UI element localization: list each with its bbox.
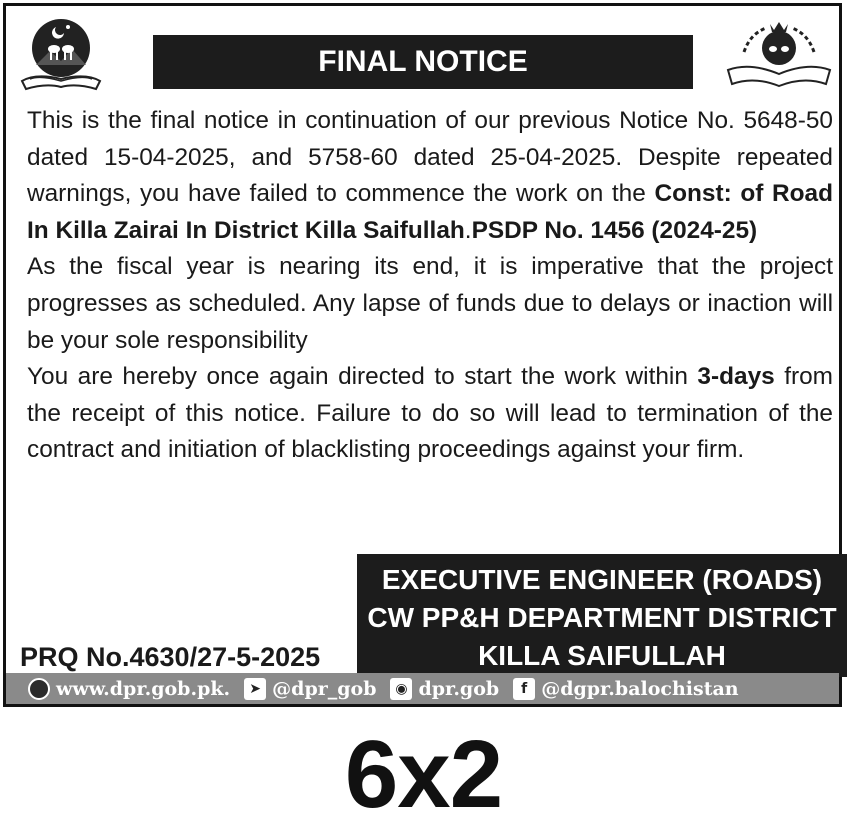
paragraph-3: You are hereby once again directed to start the work within 3-days from the receipt of this notice. Failure to do so will lead to termination of the contract and initiation of blacklisting proceedings against your firm. <box>27 363 833 464</box>
balochistan-emblem-icon <box>16 15 106 95</box>
notice-body <box>27 103 833 469</box>
signature-block <box>357 554 847 677</box>
facebook-icon: f <box>513 678 535 700</box>
notice-title: FINAL NOTICE <box>153 35 693 89</box>
psdp-number: PSDP No. 1456 (2024-25) <box>471 216 758 244</box>
footer-bar <box>6 673 839 704</box>
footer-facebook[interactable]: f @dgpr.balochistan <box>513 678 738 700</box>
paragraph-2: As the fiscal year is nearing its end, it is imperative that the project progresses as scheduled. Any lapse of funds due to delays or inaction will be your sole responsibility <box>27 253 833 354</box>
signature-line-2: CW PP&H DEPARTMENT DISTRICT <box>367 602 837 633</box>
footer-twitter[interactable]: ➤ @dpr_gob <box>244 678 376 700</box>
dgpr-logo-icon <box>720 14 838 94</box>
deadline: 3-days <box>697 363 775 391</box>
signature-line-1: EXECUTIVE ENGINEER (ROADS) <box>381 564 823 595</box>
paragraph-1: This is the final notice in continuation of our previous Notice No. 5648-50 dated 15-04-2025, and 5758-60 dated 25-04-2025. Despite repeated warnings, you have failed to commence the work on the Const: of Road In Killa Zairai In District Killa Saifullah.PSDP No. 1456 (2024-25) <box>27 107 833 244</box>
project-name: Const: of Road In Killa Zairai In District Killa Saifullah <box>27 180 833 244</box>
footer-instagram[interactable]: ◉ dpr.gob <box>390 678 499 700</box>
prq-number: PRQ No.4630/27-5-2025 <box>20 642 321 672</box>
footer-website[interactable]: www.dpr.gob.pk. <box>28 678 230 700</box>
instagram-icon: ◉ <box>390 678 412 700</box>
twitter-icon: ➤ <box>244 678 266 700</box>
signature-line-3: KILLA SAIFULLAH <box>478 640 726 671</box>
notice-frame <box>3 3 842 707</box>
globe-icon <box>28 678 50 700</box>
ad-size-label: 6x2 <box>344 721 503 828</box>
